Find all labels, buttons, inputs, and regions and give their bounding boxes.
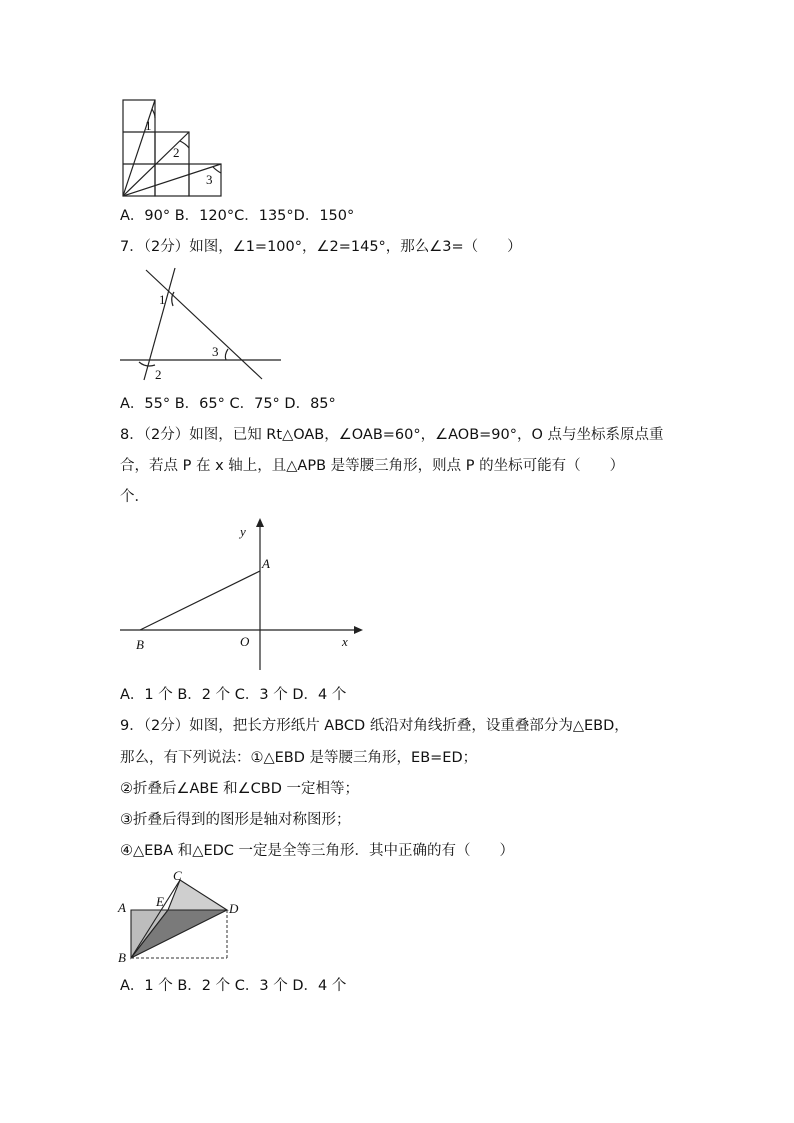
q9-point-d-label: D [229,901,239,916]
q8-y-label: y [240,524,246,539]
q7-figure [118,266,284,386]
q7-choices: A．55° B．65° C．75° D．85° [120,396,336,412]
q6-angle-2-label: 2 [173,145,180,160]
q9-choices: A．1 个 B．2 个 C．3 个 D．4 个 [120,978,347,994]
q9-stem-line-2: 那么，有下列说法：①△EBD 是等腰三角形，EB=ED； [120,750,478,766]
q8-stem-line-2: 合，若点 P 在 x 轴上，且△APB 是等腰三角形，则点 P 的坐标可能有（ ） [120,458,625,474]
q9-stem-line-1: 9．（2分）如图，把长方形纸片 ABCD 纸沿对角线折叠，设重叠部分为△EBD， [120,718,629,734]
q8-stem-line-1: 8．（2分）如图，已知 Rt△OAB，∠OAB=60°，∠AOB=90°，O 点与坐标系原点重 [120,427,664,443]
q7-angle-2-label: 2 [155,367,162,382]
q8-stem-line-3: 个． [120,489,149,505]
q9-stem-line-5: ④△EBA 和△EDC 一定是全等三角形．其中正确的有（ ） [120,843,514,859]
y-axis-arrow-icon [256,518,264,527]
q7-angle-3-label: 3 [212,344,219,359]
q7-stem: 7．（2分）如图，∠1=100°，∠2=145°，那么∠3=（ ） [120,239,522,255]
q6-angle-1-label: 1 [145,118,152,133]
q8-point-a-label: A [262,556,270,571]
q8-point-b-label: B [136,637,144,652]
q6-angle-3-label: 3 [206,172,213,187]
q9-point-a-label: A [118,900,126,915]
q7-angle-1-label: 1 [159,292,166,307]
q8-x-label: x [342,634,348,649]
q9-stem-line-3: ②折叠后∠ABE 和∠CBD 一定相等； [120,781,359,797]
q9-figure [116,866,248,966]
q6-figure [118,96,226,200]
q8-choices: A．1 个 B．2 个 C．3 个 D．4 个 [120,687,347,703]
q6-choices: A．90° B．120°C．135°D．150° [120,208,355,224]
q9-stem-line-4: ③折叠后得到的图形是轴对称图形； [120,812,351,828]
q9-point-b-label: B [118,950,126,965]
q8-origin-label: O [240,634,250,649]
q9-point-e-label: E [156,894,164,909]
q8-figure [118,514,370,676]
x-axis-arrow-icon [354,626,363,634]
q9-point-c-label: C [173,868,182,883]
